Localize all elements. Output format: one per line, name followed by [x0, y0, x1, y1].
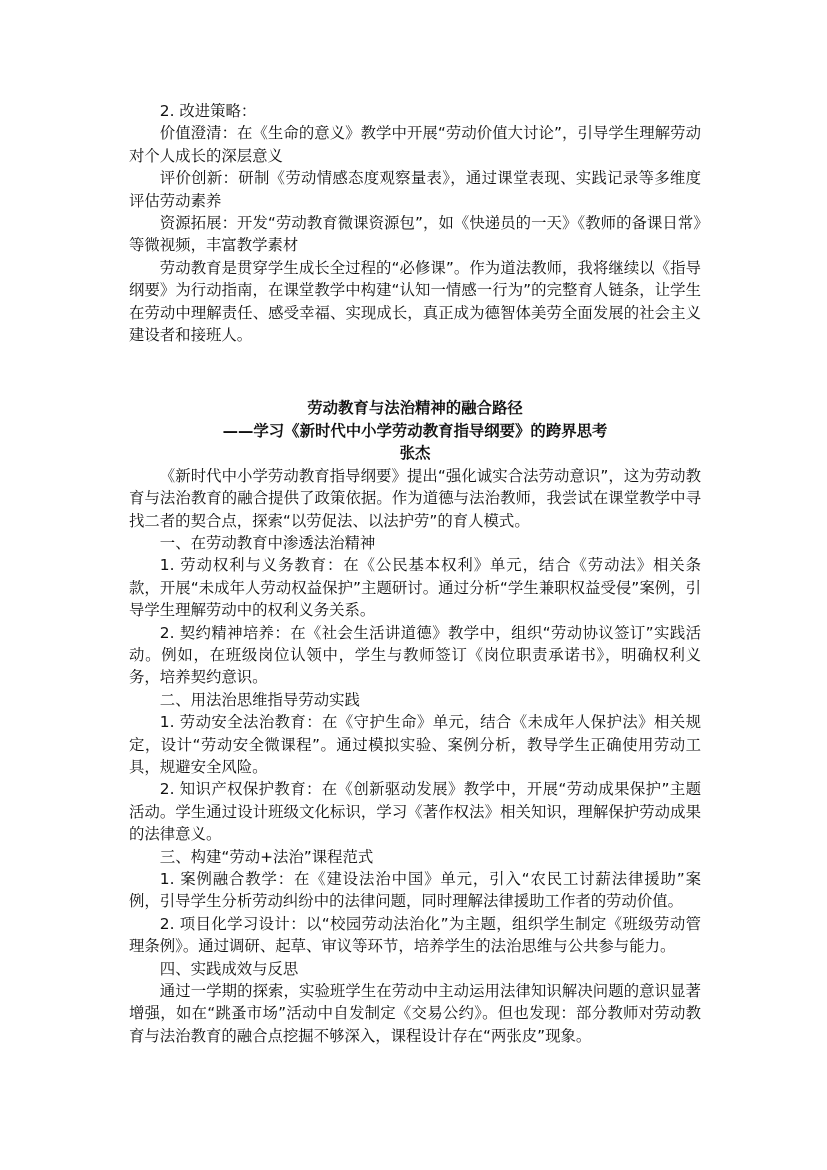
section-heading-3: 三、构建“劳动+法治”课程范式 [159, 847, 374, 866]
section-heading-4: 四、实践成效与反思 [159, 959, 299, 978]
article-paragraph: 通过一学期的探索，实验班学生在劳动中主动运用法律知识解决问题的意识显著增强，如在“跳蚤市场”活动中自发制定《交易公约》。但也发现：部分教师对劳动教育与法治教育的融合点挖掘不够深入，课程设计存在“两张皮”现象。 [129, 982, 701, 1045]
conclusion-paragraph: 劳动教育是贯穿学生成长全过程的“必修课”。作为道法教师，我将继续以《指导纲要》为行动指南，在课堂教学中构建“认知一情感一行为”的完整育人链条，让学生在劳动中理解责任、感受幸福、实现成长，真正成为德智体美劳全面发展的社会主义建设者和接班人。 [129, 258, 701, 345]
article-title: 劳动教育与法治精神的融合路径 [307, 399, 523, 418]
article-subtitle: ——学习《新时代中小学劳动教育指导纲要》的跨界思考 [222, 421, 608, 440]
article-paragraph: 《新时代中小学劳动教育指导纲要》提出“强化诚实合法劳动意识”，这为劳动教育与法治教育的融合提供了政策依据。作为道德与法治教师，我尝试在课堂教学中寻找二者的契合点，探索“以劳促法、以法护劳”的育人模式。 [129, 466, 701, 530]
section-heading-1: 一、在劳动教育中渗透法治精神 [159, 533, 376, 552]
strategy-heading: 2. 改进策略： [159, 102, 257, 120]
strategy-value-clarification: 价值澄清：在《生命的意义》教学中开展“劳动价值大讨论”，引导学生理解劳动对个人成长的深层意义 [129, 124, 701, 165]
article-paragraph: 2. 项目化学习设计：以“校园劳动法治化”为主题，组织学生制定《班级劳动管理条例》。通过调研、起草、审议等环节，培养学生的法治思维与公共参与能力。 [129, 914, 701, 956]
article-paragraph: 2. 知识产权保护教育：在《创新驱动发展》教学中，开展“劳动成果保护”主题活动。学生通过设计班级文化标识，学习《著作权法》相关知识，理解保护劳动成果的法律意义。 [129, 780, 701, 844]
article-paragraph: 1. 劳动权利与义务教育：在《公民基本权利》单元，结合《劳动法》相关条款，开展“未成年人劳动权益保护”主题研讨。通过分析“学生兼职权益受侵”案例，引导学生理解劳动中的权利义务关系。 [129, 556, 701, 620]
strategy-resource-expansion: 资源拓展：开发“劳动教育微课资源包”，如《快递员的一天》《教师的备课日常》等微视频，丰富教学素材 [129, 214, 701, 255]
strategy-evaluation-innovation: 评价创新：研制《劳动情感态度观察量表》，通过课堂表现、实践记录等多维度评估劳动素养 [129, 169, 701, 210]
section-heading-2: 二、用法治思维指导劳动实践 [159, 690, 360, 709]
article-paragraph: 2. 契约精神培养：在《社会生活讲道德》教学中，组织“劳动协议签订”实践活动。例如，在班级岗位认领中，学生与教师签订《岗位职责承诺书》，明确权利义务，培养契约意识。 [129, 623, 701, 687]
article-paragraph: 1. 劳动安全法治教育：在《守护生命》单元，结合《未成年人保护法》相关规定，设计“劳动安全微课程”。通过模拟实验、案例分析，教导学生正确使用劳动工具，规避安全风险。 [129, 713, 701, 776]
article-paragraph: 1. 案例融合教学：在《建设法治中国》单元，引入“农民工讨薪法律援助”案例，引导学生分析劳动纠纷中的法律问题，同时理解法律援助工作者的劳动价值。 [129, 870, 701, 911]
section-gap [129, 346, 701, 397]
article-author: 张杰 [399, 444, 431, 463]
document-body [129, 100, 701, 1047]
